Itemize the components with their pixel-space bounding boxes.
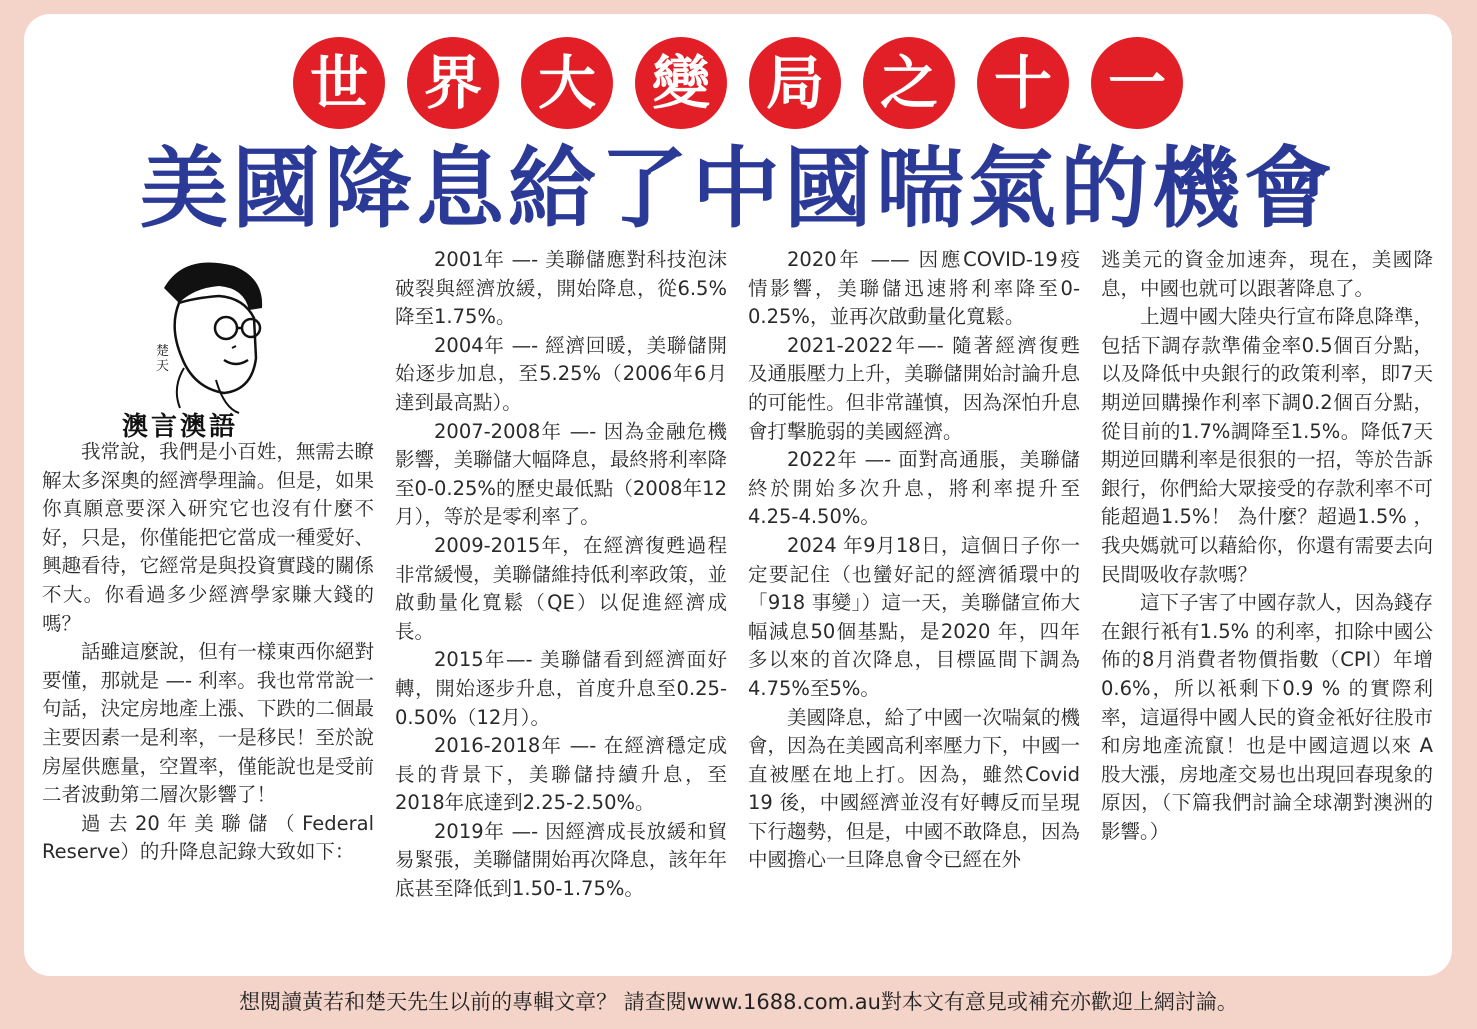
- paragraph: 上週中國大陸央行宣布降息降準，包括下調存款準備金率0.5個百分點，以及降低中央銀行的政策利率，即7天期逆回購操作利率下調0.2個百分點，從目前的1.7%調降至1.5%。降低7天期逆回購利率是很狠的一招，等於告訴銀行，你們給大眾接受的存款利率不可能超過1.5%！ 為什麼？超過1.5% ，我央媽就可以藉給你，你還有需要去向民間吸收存款嗎？: [1101, 305, 1433, 586]
- paragraph: 2024 年9月18日，這個日子你一定要記住（也蠻好記的經濟循環中的「918 事變」）這一天，美聯儲宣佈大幅減息50個基點，是2020 年，四年多以來的首次降息，目標區間下調為4.75%至5%。: [748, 533, 1080, 700]
- paragraph: 2019年 —- 因經濟成長放緩和貿易緊張，美聯儲開始再次降息，該年年底甚至降低到1.50-1.75%。: [395, 819, 727, 901]
- artist-signature: 楚天: [156, 344, 170, 374]
- text-column-2: [395, 246, 727, 904]
- text-column-1: [42, 438, 374, 867]
- paragraph: 逃美元的資金加速奔，現在，美國降息，中國也就可以跟著降息了。: [1101, 248, 1433, 300]
- paragraph: 2021-2022年—- 隨著經濟復甦及通脹壓力上升，美聯儲開始討論升息的可能性。但非常謹慎，因為深怕升息會打擊脆弱的美國經濟。: [748, 333, 1080, 443]
- series-title: [24, 34, 1452, 132]
- paragraph: 2022年 —- 面對高通脹，美聯儲終於開始多次升息，將利率提升至4.25-4.50%。: [748, 448, 1080, 529]
- footer-note: 想閱讀黃若和楚天先生以前的專輯文章？ 請查閱www.1688.com.au對本文有意見或補充亦歡迎上網討論。: [239, 990, 1238, 1014]
- paragraph: 2009-2015年，在經濟復甦過程非常緩慢，美聯儲維持低利率政策，並啟動量化寬鬆（QE）以促進經濟成長。: [395, 533, 727, 643]
- series-char: 一: [1091, 37, 1183, 129]
- series-char: 大: [521, 37, 613, 129]
- author-caricature: [124, 248, 284, 418]
- paragraph: 2015年—- 美聯儲看到經濟面好轉，開始逐步升息，首度升息至0.25-0.50%（12月）。: [395, 648, 727, 729]
- paragraph: 美國降息，給了中國一次喘氣的機會，因為在美國高利率壓力下，中國一直被壓在地上打。因為，雖然Covid 19 後，中國經濟並沒有好轉反而呈現下行趨勢，但是，中國不敢降息，因為中國擔心一旦降息會令已經在外: [748, 705, 1080, 872]
- series-char: 變: [635, 37, 727, 129]
- paragraph: 2001年 —- 美聯儲應對科技泡沫破裂與經濟放緩，開始降息，從6.5%降至1.75%。: [395, 248, 727, 329]
- article-card: [24, 14, 1452, 976]
- series-char: 局: [749, 37, 841, 129]
- series-char: 世: [293, 37, 385, 129]
- column-name: 澳言澳語: [122, 412, 239, 442]
- paragraph: 2004年 —- 經濟回暖，美聯儲開始逐步加息，至5.25%（2006年6月達到最高點）。: [395, 333, 727, 414]
- series-char: 界: [407, 37, 499, 129]
- text-column-4: [1101, 246, 1433, 846]
- text-column-3: [748, 246, 1080, 875]
- paragraph: 2007-2008年 —- 因為金融危機影響，美聯儲大幅降息，最終將利率降至0-0.25%的歷史最低點（2008年12月），等於是零利率了。: [395, 419, 727, 529]
- paragraph: 話雖這麼說，但有一樣東西你絕對要懂，那就是 —- 利率。我也常常說一句話，決定房地產上漲、下跌的二個最主要因素一是利率，一是移民！至於說房屋供應量，空置率，僅能說也是受前二者波動第二層次影響了！: [42, 640, 374, 807]
- series-char: 十: [977, 37, 1069, 129]
- paragraph: 過去20年美聯儲（Federal Reserve）的升降息記錄大致如下：: [42, 811, 374, 864]
- paragraph: 我常說，我們是小百姓，無需去瞭解太多深奧的經濟學理論。但是，如果你真願意要深入研究它也沒有什麼不好，只是，你僅能把它當成一種愛好、興趣看待，它經常是與投資實踐的關係不大。你看過多少經濟學家賺大錢的嗎？: [42, 440, 374, 635]
- paragraph: 2020年 —— 因應COVID-19疫情影響，美聯儲迅速將利率降至0-0.25%，並再次啟動量化寬鬆。: [748, 248, 1080, 329]
- paragraph: 這下子害了中國存款人，因為錢存在銀行衹有1.5% 的利率，扣除中國公佈的8月消費者物價指數（CPI）年增0.6%，所以衹剩下0.9 % 的實際利率，這逼得中國人民的資金衹好往股市和房地產流竄！也是中國這週以來 A 股大漲，房地產交易也出現回春現象的原因，（下篇我們討論全球潮對澳洲的影響。）: [1101, 591, 1433, 843]
- series-char: 之: [863, 37, 955, 129]
- paragraph: 2016-2018年 —- 在經濟穩定成長的背景下，美聯儲持續升息，至2018年底達到2.25-2.50%。: [395, 734, 727, 815]
- headline: 美國降息給了中國喘氣的機會: [139, 137, 1336, 240]
